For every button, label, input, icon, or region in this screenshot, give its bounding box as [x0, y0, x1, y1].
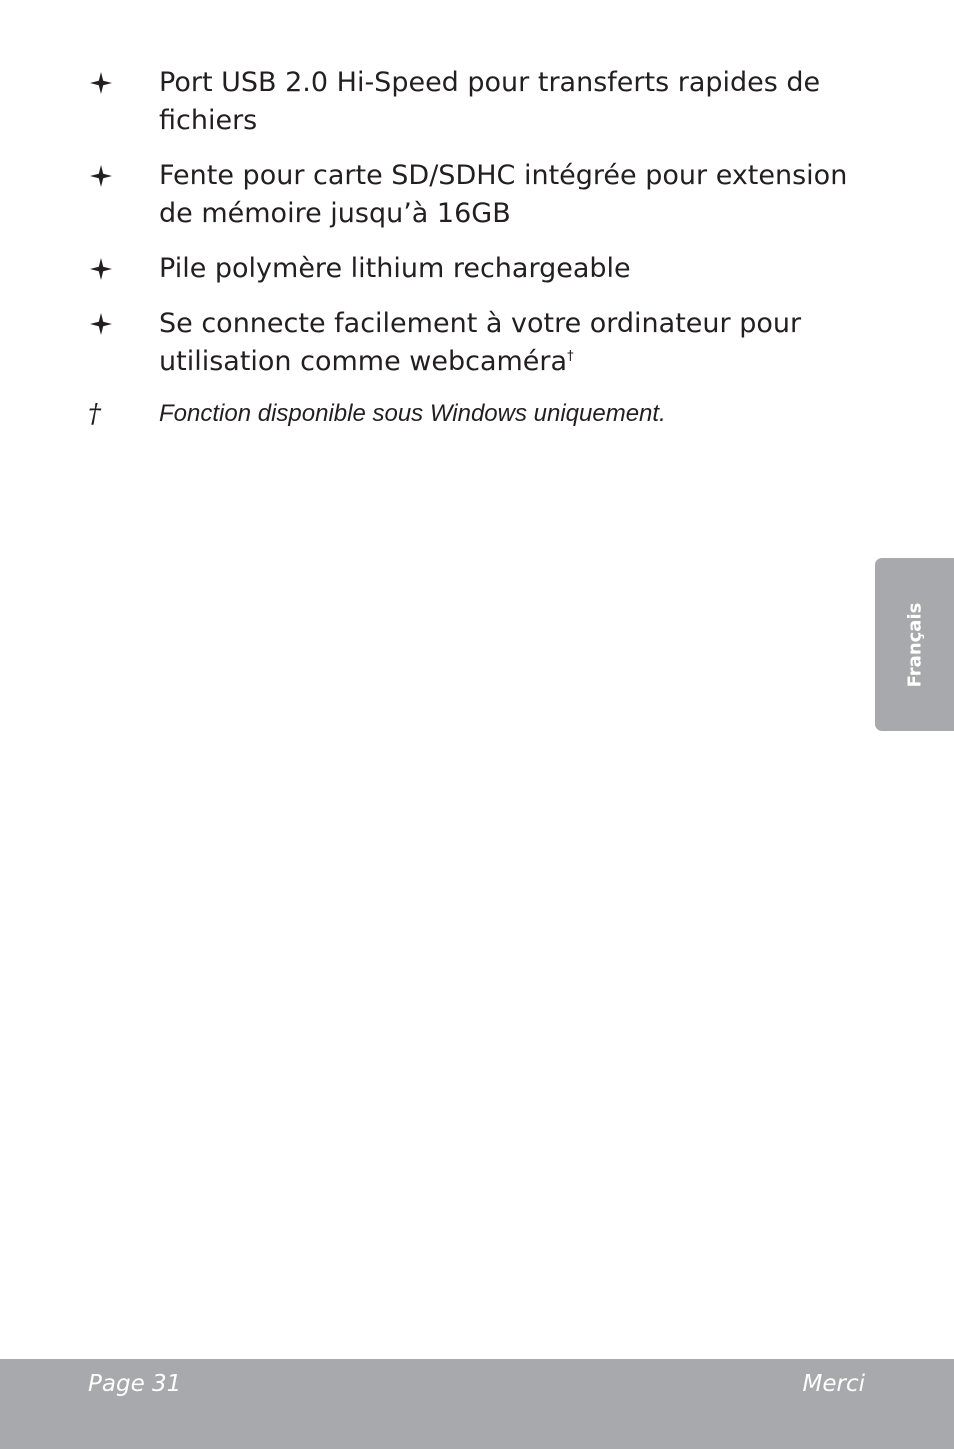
- language-tab-label: Français: [904, 602, 925, 687]
- feature-item: [88, 157, 868, 233]
- footnote-reference: †: [567, 349, 574, 364]
- feature-item: [88, 64, 868, 140]
- feature-text: Port USB 2.0 Hi-Speed pour transferts rapides de fichiers: [159, 67, 821, 136]
- section-name: Merci: [802, 1371, 865, 1397]
- page-number: Page 31: [88, 1371, 182, 1397]
- four-point-star-icon: [90, 72, 112, 94]
- feature-item: [88, 305, 868, 381]
- feature-list: [88, 64, 868, 398]
- page-footer: [0, 1359, 954, 1449]
- feature-text: Se connecte facilement à votre ordinateur pour utilisation comme webcaméra: [159, 308, 802, 377]
- four-point-star-icon: [90, 313, 112, 335]
- language-tab: [875, 558, 954, 731]
- footnote-text: Fonction disponible sous Windows uniquement.: [159, 400, 666, 427]
- feature-text: Pile polymère lithium rechargeable: [159, 253, 631, 284]
- feature-text: Fente pour carte SD/SDHC intégrée pour extension de mémoire jusqu’à 16GB: [159, 160, 848, 229]
- footnote-mark: †: [88, 399, 101, 429]
- four-point-star-icon: [90, 258, 112, 280]
- four-point-star-icon: [90, 165, 112, 187]
- feature-item: [88, 250, 868, 288]
